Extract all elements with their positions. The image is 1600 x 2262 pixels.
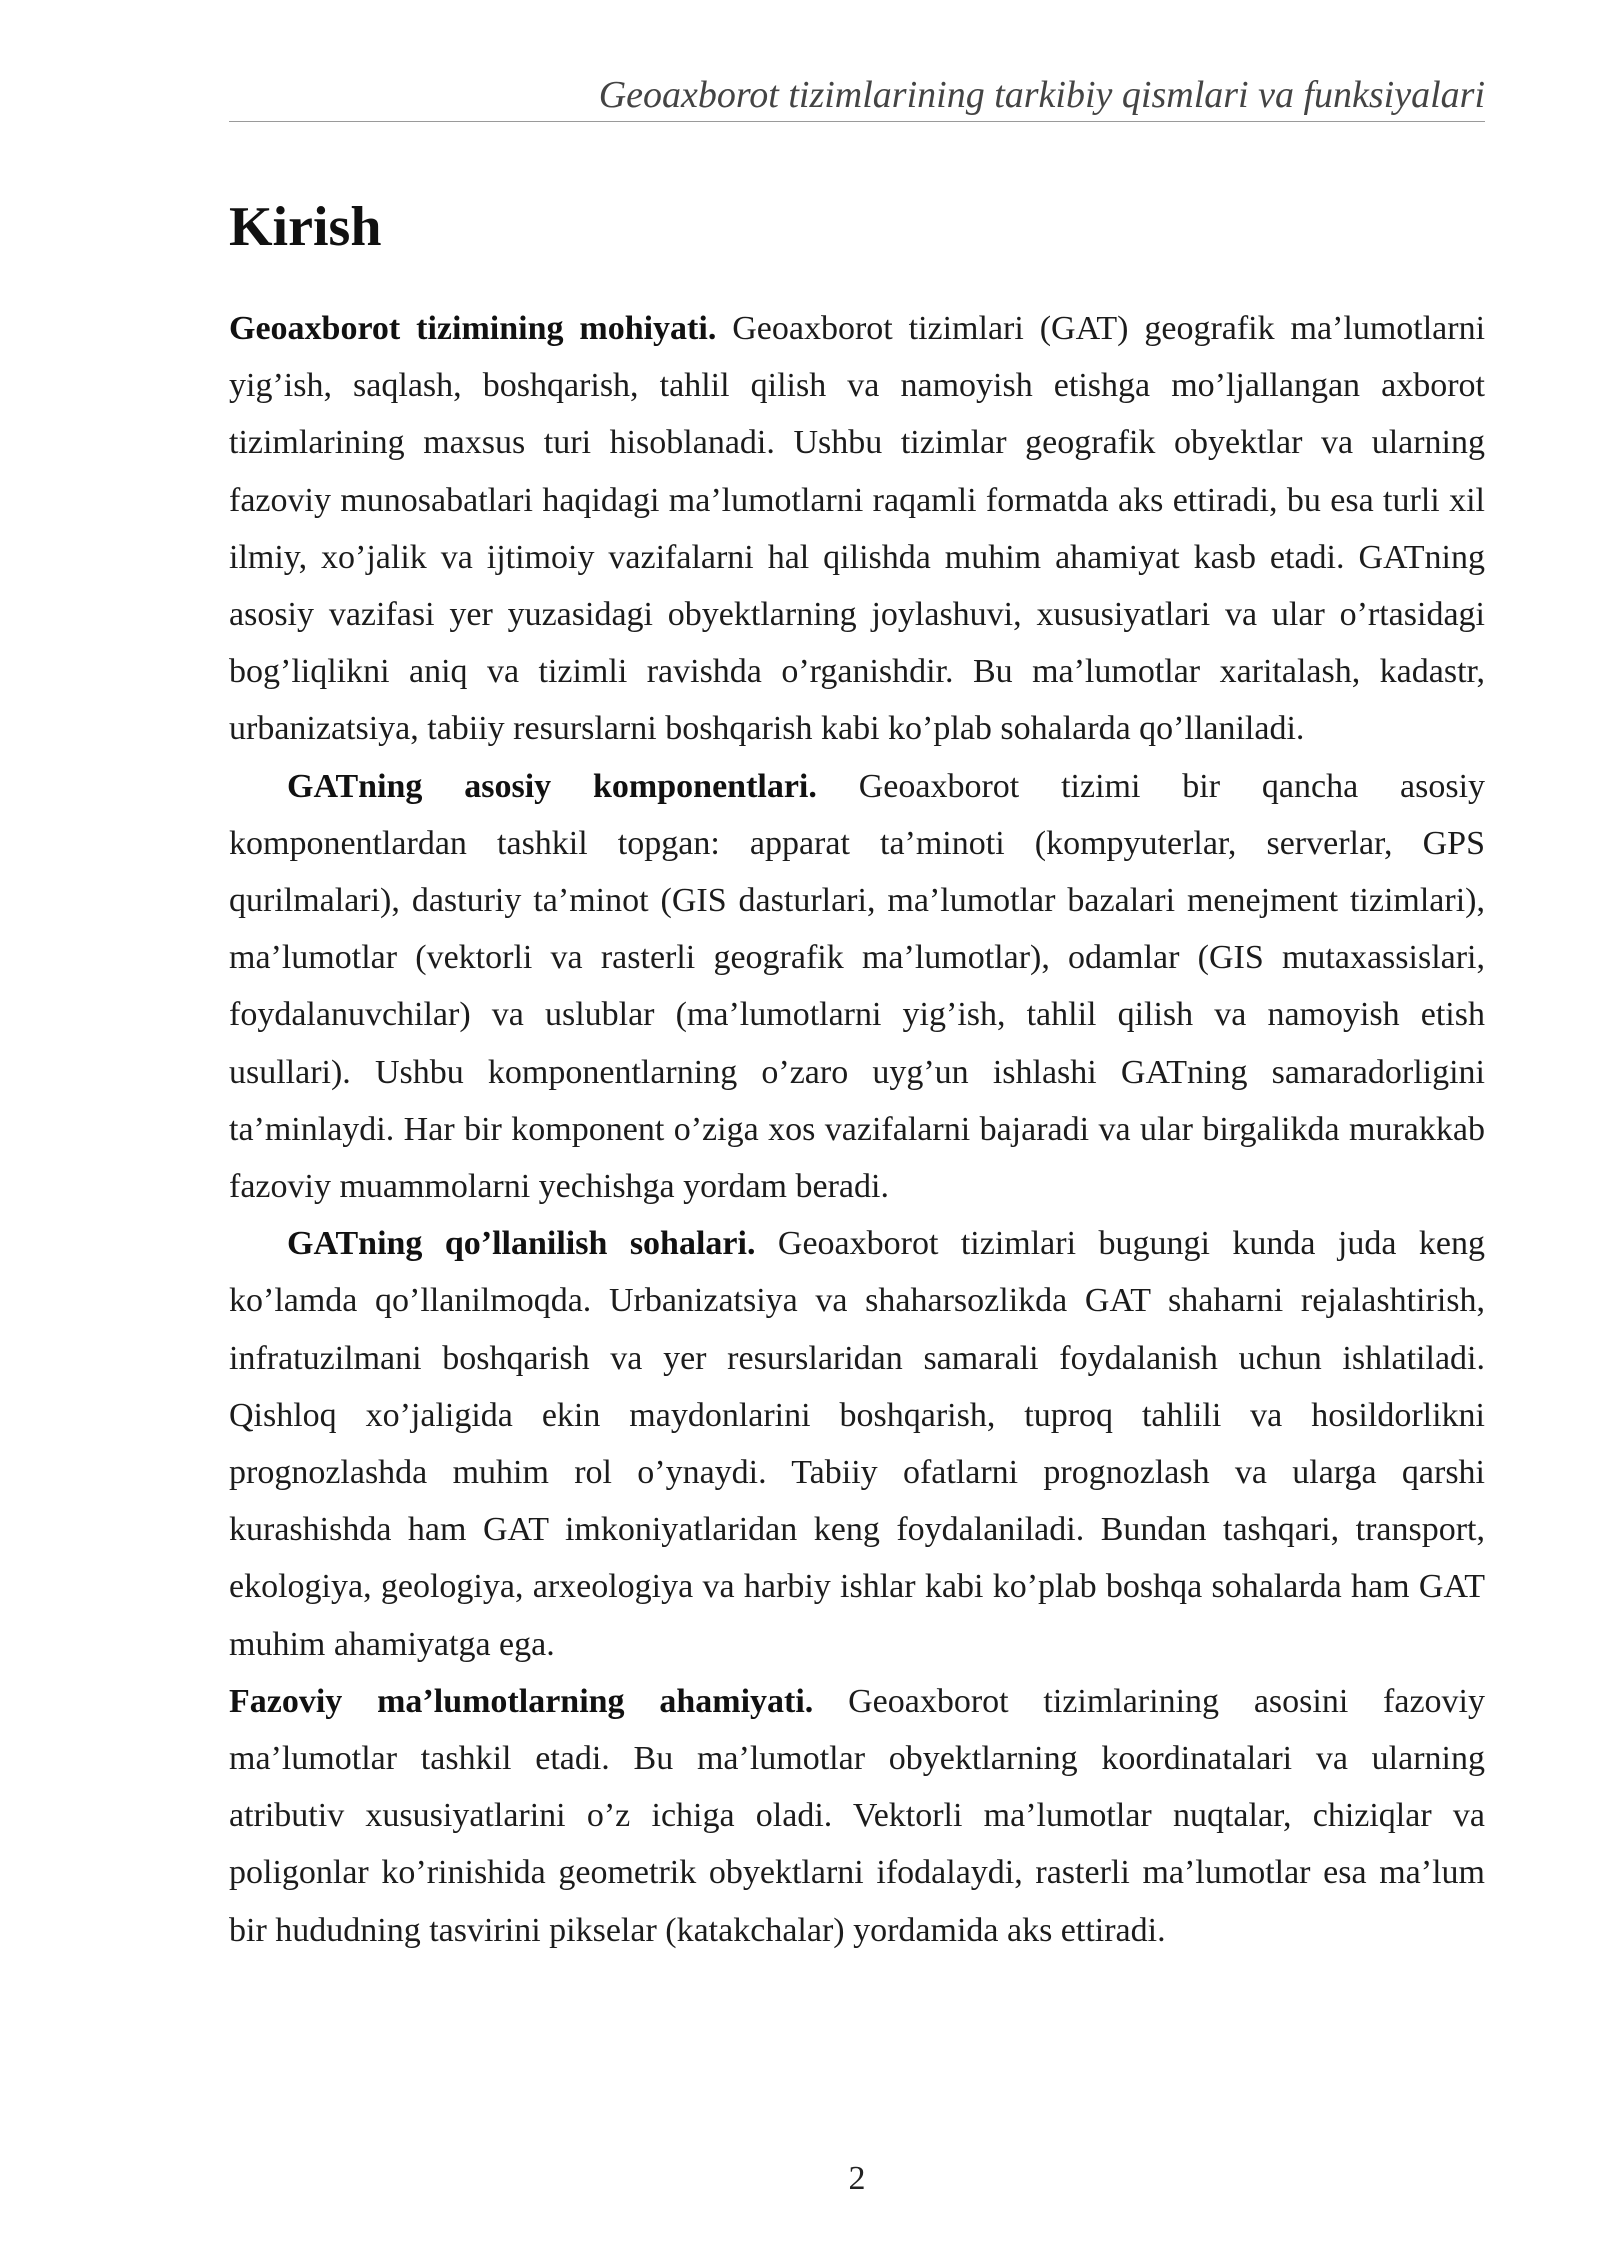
paragraph-essence bbox=[229, 300, 1485, 758]
paragraph-spatial-data bbox=[229, 1673, 1485, 1959]
paragraph-text: Geoaxborot tizimlarining asosini fazoviy ma’lumotlar tashkil etadi. Bu ma’lumotlar obyektlarning koordinatalari va ularning atributiv xususiyatlarini o’z ichiga oladi. Vektorli ma’lumotlar nuqtalar, chiziqlar va poligonlar ko’rinishida geometrik obyektlarni ifodalaydi, rasterli ma’lumotlar esa ma’lum bir hududning tasvirini pikselar (katakchalar) yordamida aks ettiradi. bbox=[229, 1682, 1486, 1949]
paragraph-text: Geoaxborot tizimlari bugungi kunda juda keng ko’lamda qo’llanilmoqda. Urbanizatsiya va shaharsozlikda GAT shaharni rejalashtirish, infratuzilmani boshqarish va yer resurslaridan samarali foydalanish uchun ishlatiladi. Qishloq xo’jaligida ekin maydonlarini boshqarish, tuproq tahlili va hosildorlikni prognozlashda muhim rol o’ynaydi. Tabiiy ofatlarni prognozlash va ularga qarshi kurashishda ham GAT imkoniyatlaridan keng foydalaniladi. Bundan tashqari, transport, ekologiya, geologiya, arxeologiya va harbiy ishlar kabi ko’plab boshqa sohalarda ham GAT muhim ahamiyatga ega. bbox=[229, 1225, 1485, 1663]
paragraph-lead: GATning qo’llanilish sohalari. bbox=[287, 1225, 756, 1263]
paragraph-lead: Geoaxborot tizimining mohiyati. bbox=[229, 310, 717, 347]
body-text bbox=[229, 300, 1485, 1959]
paragraph-text: Geoaxborot tizimlari (GAT) geografik ma’lumotlarni yig’ish, saqlash, boshqarish, tahlil qilish va namoyish etishga mo’ljallangan axborot tizimlarining maxsus turi hisoblanadi. Ushbu tizimlar geografik obyektlar va ularning fazoviy munosabatlari haqidagi ma’lumotlarni raqamli formatda aks ettiradi, bu esa turli xil ilmiy, xo’jalik va ijtimoiy vazifalarni hal qilishda muhim ahamiyat kasb etadi. GATning asosiy vazifasi yer yuzasidagi obyektlarning joylashuvi, xususiyatlari va ular o’rtasidagi bog’liqlikni aniq va tizimli ravishda o’rganishdir. Bu ma’lumotlar xaritalash, kadastr, urbanizatsiya, tabiiy resurslarni boshqarish kabi ko’plab sohalarda qo’llaniladi. bbox=[229, 310, 1486, 748]
paragraph-components bbox=[229, 758, 1485, 1216]
header-divider bbox=[229, 121, 1485, 122]
running-header: Geoaxborot tizimlarining tarkibiy qismlari va funksiyalari bbox=[598, 74, 1485, 116]
section-title: Kirish bbox=[229, 196, 382, 258]
paragraph-lead: GATning asosiy komponentlari. bbox=[287, 767, 817, 805]
page-number: 2 bbox=[848, 2160, 866, 2197]
paragraph-applications bbox=[229, 1215, 1485, 1673]
paragraph-text: Geoaxborot tizimi bir qancha asosiy komponentlardan tashkil topgan: apparat ta’minoti (kompyuterlar, serverlar, GPS qurilmalari), dasturiy ta’minot (GIS dasturlari, ma’lumotlar bazalari menejment tizimlari), ma’lumotlar (vektorli va rasterli geografik ma’lumotlar), odamlar (GIS mutaxassislari, foydalanuvchilar) va uslublar (ma’lumotlarni yig’ish, tahlil qilish va namoyish etish usullari). Ushbu komponentlarning o’zaro uyg’un ishlashi GATning samaradorligini ta’minlaydi. Har bir komponent o’ziga xos vazifalarni bajaradi va ular birgalikda murakkab fazoviy muammolarni yechishga yordam beradi. bbox=[229, 767, 1486, 1206]
paragraph-lead: Fazoviy ma’lumotlarning ahamiyati. bbox=[229, 1682, 814, 1720]
